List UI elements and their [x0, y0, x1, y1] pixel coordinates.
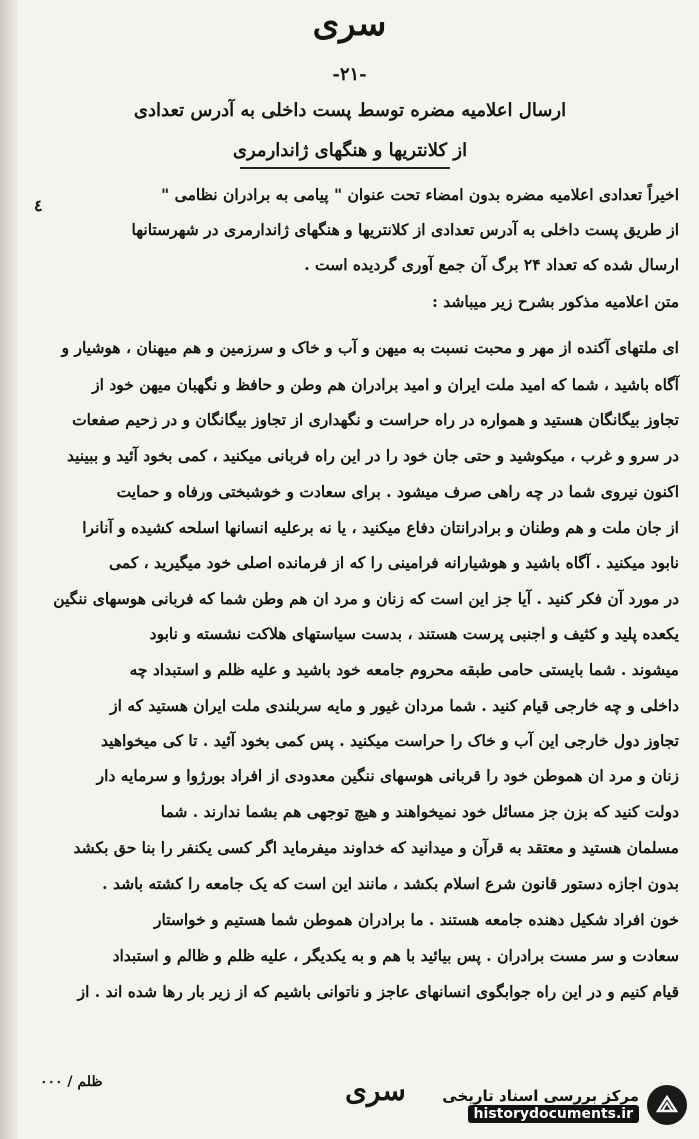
body-line: خون افراد شکیل دهنده جامعه هستند . ما برادران هموطن شما هستیم و خواستار [153, 910, 679, 929]
watermark-url: historydocuments.ir [468, 1105, 639, 1123]
body-line: آگاه باشید ، شما که امید ملت ایران و امید برادران هم وطن و حافظ و نگهبان میهن خود از [92, 375, 679, 394]
watermark-name: مرکز بررسی اسناد تاریخی [442, 1087, 639, 1105]
body-line: اکنون نیروی شما در چه راهی صرف میشود . برای سعادت و خوشبختی ورفاه و حمایت [116, 482, 679, 501]
body-line: در مورد آن فکر کنید . آیا جز این است که زنان و مرد ان هم وطن شما که فربانی هوسهای ننگین [53, 589, 679, 608]
body-line: از جان ملت و هم وطنان و برادرانتان دفاع میکنید ، یا نه برعلیه انسانها اسلحه کشیده و آنانرا [82, 518, 679, 537]
body-line: تجاوز بیگانگان هستید و همواره در راه حراست و نگهداری از تجاوز بیگانگان و در زحیم صفعات [72, 410, 679, 429]
body-line: ای ملتهای آکنده از مهر و محبت نسبت به میهن و آب و خاک و سرزمین و هم میهنان ، هوشیار و [61, 338, 679, 357]
body-line: مسلمان هستید و معتقد به قرآن و میدانید که خداوند میفرماید اگر کسی یکنفر را بنا حق بکشد [73, 838, 679, 857]
document-title-line-1: ارسال اعلامیه مضره توسط پست داخلی به آدرس تعدادی [133, 100, 567, 121]
archive-watermark [417, 1079, 687, 1131]
body-line: زنان و مرد ان هموطن خود را قربانی هوسهای ننگین معدودی از افراد بورژوا و سرمایه دار [96, 766, 679, 785]
body-line: دولت کنید که بزن جز مسائل خود نمیخواهند و هیچ توجهی هم بشما ندارند . شما [160, 802, 679, 821]
body-line: بدون اجازه دستور قانون شرع اسلام بکشد ، مانند این است که یک جامعه را کشته باشد . [102, 874, 679, 893]
title-underline [240, 167, 450, 169]
body-line: داخلی و چه خارجی قیام کنید . شما مردان غیور و مایه سربلندی ملت ایران هستید که از [110, 696, 679, 715]
intro-line: اخیراً تعدادی اعلامیه مضره بدون امضاء تحت عنوان " پیامی به برادران نظامی " [161, 185, 679, 204]
intro-line: از طریق پست داخلی به آدرس تعدادی از کلانتریها و هنگهای ژاندارمری در شهرستانها [131, 220, 679, 239]
body-line: نابود میکنید . آگاه باشید و هوشیارانه فرامینی را که از فرمانده اصلی خود میگیرید ، کمی [108, 553, 679, 572]
body-line: قیام کنیم و در این راه جوابگوی انسانهای عاجز و ناتوانی باشیم که از زیر بار رها شده اند . از [77, 982, 679, 1001]
body-line: یکعده پلید و کثیف و اجنبی پرست هستند ، بدست سیاستهای هلاکت نشسته و نابود [149, 624, 679, 643]
archive-logo-icon [647, 1085, 687, 1125]
classification-footer: سری [345, 1074, 406, 1107]
body-line: در سرو و غرب ، میکوشید و حتی جان خود را در این راه فربانی میکنید ، کمی بخود آئید و ببینید [66, 446, 679, 465]
document-title-line-2: از کلانتریها و هنگهای ژاندارمری [232, 140, 468, 161]
body-line: تجاوز دول خارجی این آب و خاک را حراست میکنید . پس کمی بخود آئید . تا کی میخواهید [101, 731, 679, 750]
document-number: -۲۱- [332, 64, 367, 85]
classification-header: سری [312, 4, 387, 44]
intro-line: متن اعلامیه مذکور بشرح زیر میباشد : [432, 292, 679, 311]
scan-edge-shadow [0, 0, 18, 1139]
watermark-text [442, 1087, 639, 1123]
intro-line: ارسال شده که تعداد ۲۴ برگ آن جمع آوری گردیده است . [304, 255, 679, 274]
body-line: سعادت و سر مست برادران . پس بیائید با هم و به یکدیگر ، علیه ظلم و ظالم و استبداد [112, 946, 679, 965]
side-mark: ٤ [34, 196, 43, 215]
body-line: میشوند . شما بایستی حامی طبقه محروم جامعه خود باشید و علیه ظلم و استبداد چه [129, 660, 679, 679]
reference-code: ظلم / ۰۰۰ [40, 1074, 103, 1090]
